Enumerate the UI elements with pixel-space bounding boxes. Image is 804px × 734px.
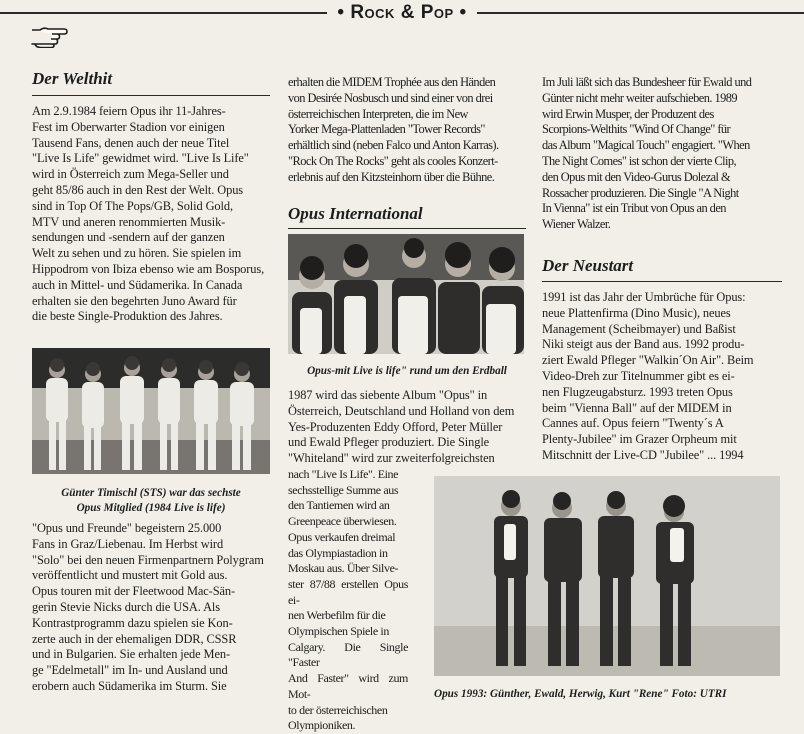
photo-3-caption: Opus 1993: Günther, Ewald, Herwig, Kurt "Rene" Foto: UTRI <box>434 688 727 700</box>
heading-rule <box>32 95 270 96</box>
photo-2-caption: Opus-mit Live is life" rund um den Erdball <box>307 365 507 377</box>
heading-rule <box>288 228 526 229</box>
photo-opus-1993 <box>434 476 780 676</box>
pointing-hand-icon <box>30 24 70 48</box>
album-narrow-paragraph: nach "Live Is Life". Eine sechsstellige Summe aus den Tantiemen wird an Greenpeace überwiesen. Opus verkaufen dreimal das Olympiastadion in Moskau aus. Über Silve- ster 87/88 erstellen Opus ei- nen Werbefilm für die Olympischen Spiele in Calgary. Die Single "Faster And Faster" wird zum Mot- to der österreichischen Olympioniken. <box>288 467 408 733</box>
musper-paragraph: Im Juli läßt sich das Bundesheer für Ewald und Günter nicht mehr weiter aufschieben. 1989 wird Erwin Musper, der Produzent des Scorpions-Welthits "Wind Of Change" für das Album "Magical Touch" engagiert. "When The Night Comes" ist schon der vierte Clip, den Opus mit den Video-Gurus Dolezal & Rossacher produzieren. Die Single "A Night In Vienna" ist ein Tribut von Opus an den Wiener Walzer. <box>542 75 752 232</box>
welthit-paragraph: Am 2.9.1984 feiern Opus ihr 11-Jahres- Fest im Oberwarter Stadion vor einigen Tausend Fans, denen auch der neue Titel "Live Is Life" gewidmet wird. "Live Is Life" wird in Österreich zum Mega-Seller und geht 85/86 auch in den Rest der Welt. Opus sind in Top Of The Pops/GB, Solid Gold, MTV und aneren renommierten Musik- sendungen und -sendern auf der ganzen Welt zu sehen und zu hören. Sie spielen im Hippodrom von Ibiza ebenso wie am Bosporus, auch in Mittel- und Südamerika. In Canada erhalten sie den begehrten Juno Award für die beste Single-Produktion des Jahres. <box>32 104 265 324</box>
photo-1984-band <box>32 348 270 474</box>
section-header: • Rock & Pop • <box>0 0 804 26</box>
heading-rule <box>542 281 782 282</box>
neustart-paragraph: 1991 ist das Jahr der Umbrüche für Opus: neue Plattenfirma (Dino Music), neues Management (Scheibmayer) und Baßist Niki steigt aus der Band aus. 1992 produ- ziert Ewald Pfleger "Walkin´On Air". Beim Video-Dreh zur Titelnummer gibt es ei- nen Flugzeugabsturz. 1993 treten Opus beim "Vienna Ball" auf der MIDEM in Cannes auf. Opus feiern "Twenty´s A Plenty-Jubilee" im Grazer Orpheum mit Mitschnitt der Live-CD "Jubilee" ... 1994 <box>542 290 754 462</box>
header-title: Rock & Pop <box>350 2 454 23</box>
photo-opus-international <box>288 234 524 354</box>
midem-paragraph: erhalten die MIDEM Trophée aus den Händen von Desirée Nosbusch und sind einer von drei österreichischen Interpreten, die im New Yorker Mega-Plattenladen "Tower Records" erhältlich sind (neben Falco und Anton Karras). "Rock On The Rocks" geht als cooles Konzert- erlebnis auf den Kitzsteinhorn über die Bühne. <box>288 75 499 184</box>
album-paragraph: 1987 wird das siebente Album "Opus" in Österreich, Deutschland und Holland von dem Yes-Produzenten Eddy Offord, Peter Müller und Ewald Pfleger produziert. Die Single "Whiteland" wird zur zweiterfolgreichsten <box>288 388 515 466</box>
heading-der-welthit: Der Welthit <box>32 69 113 88</box>
photo-1-caption: Günter Timischl (STS) war das sechste Opus Mitglied (1984 Live is life) <box>61 487 241 514</box>
heading-opus-international: Opus International <box>288 204 423 223</box>
freunde-paragraph: "Opus und Freunde" begeistern 25.000 Fans in Graz/Liebenau. Im Herbst wird "Solo" bei den neuen Firmenpartnern Polygram veröffentlicht und mustert mit Gold aus. Opus touren mit der Fleetwood Mac-Sän- gerin Stevie Nicks durch die USA. Als Kontrastprogramm dazu spielen sie Kon- zerte auch in der ehemaligen DDR, CSSR und in Bulgarien. Sie erhalten jede Men- ge "Edelmetall" im In- und Ausland und erobern auch Südamerika im Sturm. Sie <box>32 521 264 693</box>
heading-der-neustart: Der Neustart <box>542 256 634 275</box>
